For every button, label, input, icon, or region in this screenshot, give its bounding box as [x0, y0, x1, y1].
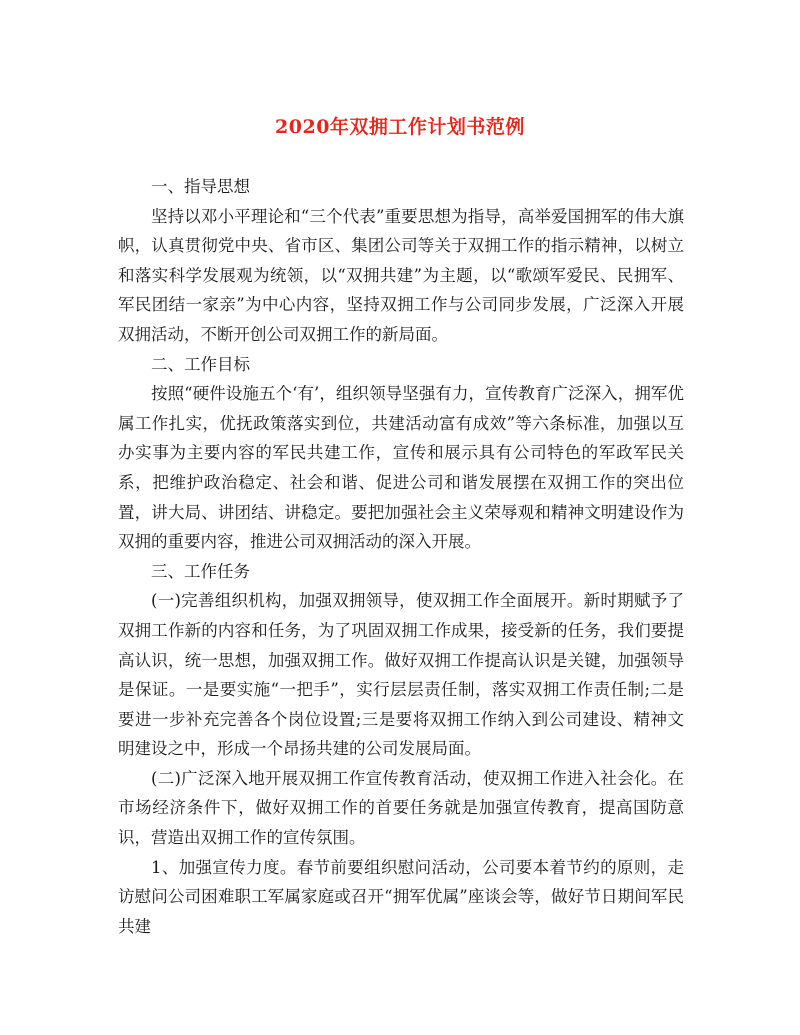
section-heading: 一、指导思想	[151, 177, 250, 196]
paragraph: (一)完善组织机构，加强双拥领导，使双拥工作全面展开。新时期赋予了双拥工作新的内容和任务，为了巩固双拥工作成果，接受新的任务，我们要提高认识，统一思想，加强双拥工作。做好双拥工作提高认识是关键，加强领导是保证。一是要实施“一把手”，实行层层责任制，落实双拥工作责任制;二是要进一步补充完善各个岗位设置;三是要将双拥工作纳入到公司建设、精神文明建设之中，形成一个昂扬共建的公司发展局面。	[118, 591, 684, 759]
paragraph: (二)广泛深入地开展双拥工作宣传教育活动，使双拥工作进入社会化。在市场经济条件下，做好双拥工作的首要任务就是加强宣传教育，提高国防意识，营造出双拥工作的宣传氛围。	[118, 768, 684, 848]
paragraph: 坚持以邓小平理论和“三个代表”重要思想为指导，高举爱国拥军的伟大旗帜，认真贯彻党中央、省市区、集团公司等关于双拥工作的指示精神，以树立和落实科学发展观为统领，以“双拥共建”为主题，以“歌颂军爱民、民拥军、军民团结一家亲”为中心内容，坚持双拥工作与公司同步发展，广泛深入开展双拥活动，不断开创公司双拥工作的新局面。	[118, 206, 684, 344]
paragraph: 1、加强宣传力度。春节前要组织慰问活动，公司要本着节约的原则，走访慰问公司困难职工军属家庭或召开“拥军优属”座谈会等，做好节日期间军民共建	[118, 857, 684, 936]
document-title: 2020年双拥工作计划书范例	[275, 116, 525, 138]
document-body	[118, 172, 684, 941]
section-heading: 二、工作目标	[151, 354, 250, 374]
paragraph: 按照“硬件设施五个‘有’，组织领导坚强有力，宣传教育广泛深入，拥军优属工作扎实，优抚政策落实到位，共建活动富有成效”等六条标准，加强以互办实事为主要内容的军民共建工作，宣传和展示具有公司特色的军政军民关系，把维护政治稳定、社会和谐、促进公司和谐发展摆在双拥工作的突出位置，讲大局、讲团结、讲稳定。要把加强社会主义荣辱观和精神文明建设作为双拥的重要内容，推进公司双拥活动的深入开展。	[118, 384, 684, 552]
section-heading: 三、工作任务	[151, 561, 250, 581]
